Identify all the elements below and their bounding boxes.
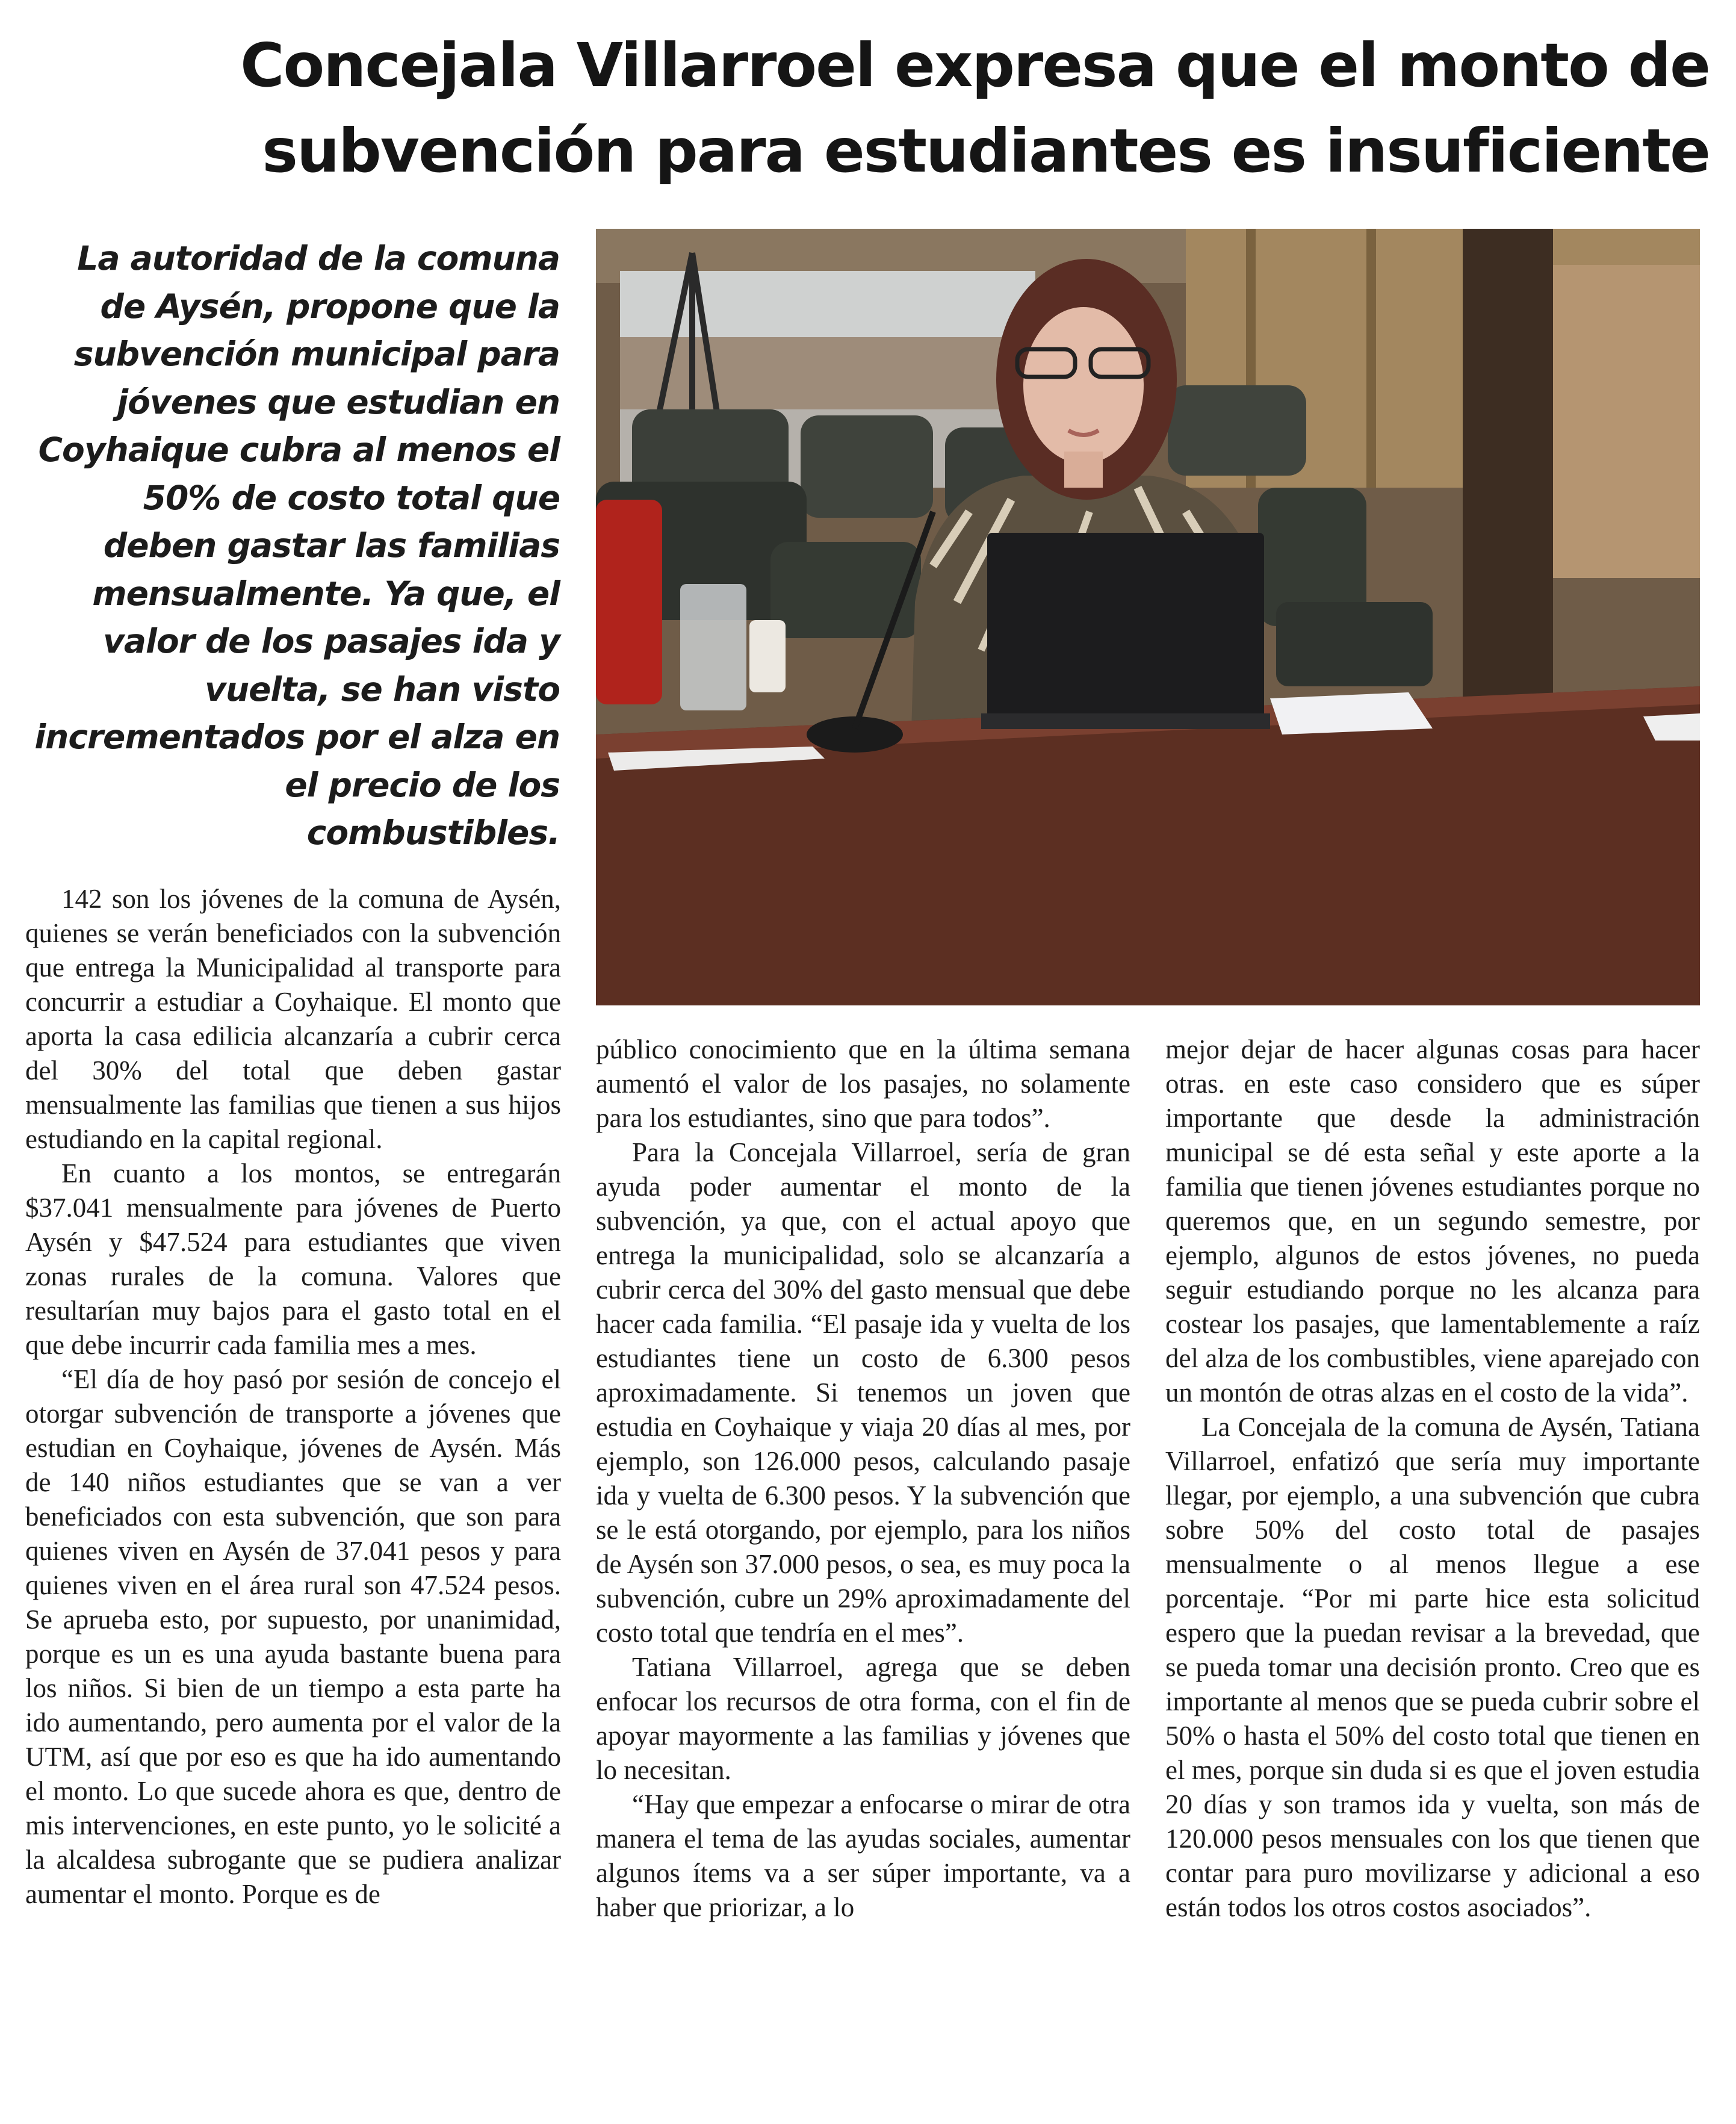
- body-paragraph-6: “Hay que empezar a enfocarse o mirar de otra manera el tema de las ayudas sociales, aumentar algunos ítems va a ser súper importante, va a haber que priorizar, a lo: [596, 1789, 1130, 1922]
- text-column-2: [596, 1032, 1130, 1925]
- body-paragraph-3-continued: público conocimiento que en la última semana aumentó el valor de los pasajes, no solamente para los estudiantes, sino que para todos”.: [596, 1034, 1130, 1133]
- article-headline: [181, 23, 1710, 194]
- article-lead: La autoridad de la comuna de Aysén, propone que la subvención municipal para jóvenes que estudian en Coyhaique cubra al menos el 50% de costo total que deben gastar las familias mensualmente. Ya que, el valor de los pasajes ida y vuelta, se han visto incrementados por el alza en el precio de los combustibles.: [34, 239, 560, 852]
- body-paragraph-4: Para la Concejala Villarroel, sería de gran ayuda poder aumentar el monto de la subvención, ya que, con el actual apoyo que entrega la municipalidad, solo se alcanzaría a cubrir cerca del 30% del gasto mensual que debe hacer cada familia. “El pasaje ida y vuelta de los estudiantes tiene un costo de 6.300 pesos aproximadamente. Si tenemos un joven que estudia en Coyhaique y viaja 20 días al mes, por ejemplo, son 126.000 pesos, calculando pasaje ida y vuelta de 6.300 pesos. Y la subvención que se le está otorgando, por ejemplo, para los niños de Aysén son 37.000 pesos, o sea, es muy poca la subvención, cubre un 29% aproximadamente del costo total que tendría en el mes”.: [596, 1137, 1130, 1648]
- text-column-1: [25, 882, 561, 1911]
- text-column-3: [1165, 1032, 1700, 1925]
- article-photo: [596, 229, 1700, 1005]
- body-paragraph-7: La Concejala de la comuna de Aysén, Tatiana Villarroel, enfatizó que sería muy importante llegar, por ejemplo, a una subvención que cubra sobre 50% del costo total de pasajes mensualmente o al menos llegue a ese porcentaje. “Por mi parte hice esta solicitud espero que la puedan revisar a la brevedad, que se pueda tomar una decisión pronto. Creo que es importante al menos que se pueda cubrir sobre el 50% o hasta el 50% del costo total que tienen en el mes, porque sin duda si es que el joven estudia 20 días y son tramos ida y vuelta, son más de 120.000 pesos mensuales con los que tienen que contar para puro movilizarse y adicional a eso están todos los otros costos asociados”.: [1165, 1412, 1700, 1922]
- headline-line-2: subvención para estudiantes es insuficiente: [262, 116, 1710, 186]
- headline-line-1: Concejala Villarroel expresa que el monto de: [240, 30, 1710, 101]
- body-paragraph-1: 142 son los jóvenes de la comuna de Aysén, quienes se verán beneficiados con la subvención que entrega la Municipalidad al transporte para concurrir a estudiar a Coyhaique. El monto que aporta la casa edilicia alcanzaría a cubrir cerca del 30% del total que deben gastar mensualmente las familias que tienen a sus hijos estudiando en la capital regional.: [25, 884, 561, 1154]
- body-paragraph-2: En cuanto a los montos, se entregarán $37.041 mensualmente para jóvenes de Puerto Aysén y $47.524 para estudiantes que viven zonas rurales de la comuna. Valores que resultarían muy bajos para el gasto total en el que debe incurrir cada familia mes a mes.: [25, 1158, 561, 1360]
- body-paragraph-3: “El día de hoy pasó por sesión de concejo el otorgar subvención de transporte a jóvenes que estudian en Coyhaique, jóvenes de Aysén. Más de 140 niños estudiantes que se van a ver beneficiados con esta subvención, que son para quienes viven en Aysén de 37.041 pesos y para quienes viven en el área rural son 47.524 pesos. Se aprueba esto, por supuesto, por unanimidad, porque es un es una ayuda bastante buena para los niños. Si bien de un tiempo a esta parte ha ido aumentando, pero aumenta por el valor de la UTM, así que por eso es que ha ido aumentando el monto. Lo que sucede ahora es que, dentro de mis intervenciones, en este punto, yo le solicité a la alcaldesa subrogante que se pudiera analizar aumentar el monto. Porque es de: [25, 1364, 561, 1909]
- body-paragraph-5: Tatiana Villarroel, agrega que se deben enfocar los recursos de otra forma, con el fin de apoyar mayormente a las familias y jóvenes que lo necesitan.: [596, 1652, 1130, 1785]
- body-paragraph-6-continued: mejor dejar de hacer algunas cosas para hacer otras. en este caso considero que es súper importante que desde la administración municipal se dé esta señal y este aporte a la familia que tienen jóvenes estudiantes porque no queremos que, en un segundo semestre, por ejemplo, algunos de estos jóvenes, no pueda seguir estudiando porque no les alcanza para costear los pasajes, que lamentablemente a raíz del alza de los combustibles, viene aparejado con un montón de otras alzas en el costo de la vida”.: [1165, 1034, 1700, 1408]
